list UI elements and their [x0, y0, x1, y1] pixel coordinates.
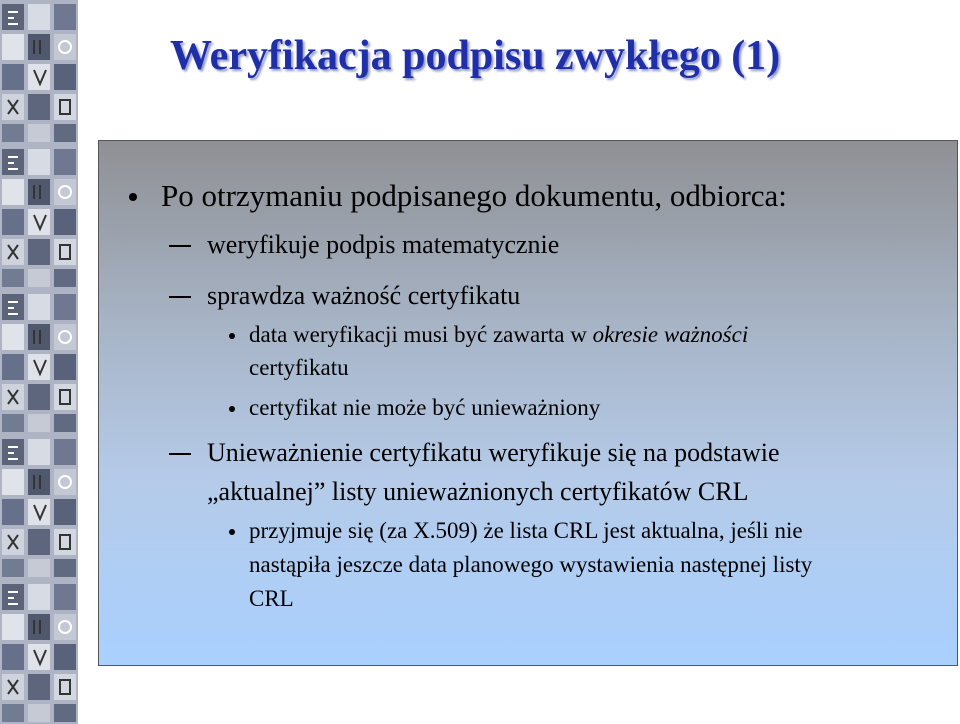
tile-pattern-icon — [0, 0, 78, 724]
content-box — [98, 140, 958, 666]
sub-bullet-verify-signature: weryfikuje podpis matematycznie — [207, 230, 560, 259]
validity-period-text: data weryfikacji musi być zawarta w — [249, 322, 593, 347]
bullet-dot-icon — [229, 333, 235, 339]
slide-title: Weryfikacja podpisu zwykłego (1) — [170, 33, 781, 79]
validity-period-continuation: certyfikatu — [249, 355, 349, 380]
validity-period-item — [249, 320, 748, 350]
bullet-main: Po otrzymaniu podpisanego dokumentu, odbiorca: — [161, 178, 787, 213]
bullet-dot-icon — [129, 193, 137, 201]
validity-period-emphasis: okresie ważności — [592, 322, 749, 347]
crl-current-line1: przyjmuje się (za X.509) że lista CRL jest aktualna, jeśli nie — [249, 518, 803, 543]
dash-icon — [169, 296, 191, 298]
bullet-dot-icon — [229, 529, 235, 535]
dash-icon — [169, 245, 191, 247]
crl-current-line3: CRL — [249, 586, 294, 611]
revocation-check-line1: Unieważnienie certyfikatu weryfikuje się na podstawie — [207, 438, 780, 467]
crl-current-line2: nastąpiła jeszcze data planowego wystawienia następnej listy — [249, 552, 813, 577]
revocation-check-line2: „aktualnej” listy unieważnionych certyfikatów CRL — [207, 477, 749, 506]
dash-icon — [169, 453, 191, 455]
decorative-side-strip — [0, 0, 78, 724]
not-revoked-item: certyfikat nie może być unieważniony — [249, 395, 601, 420]
sub-bullet-check-validity: sprawdza ważność certyfikatu — [207, 281, 521, 310]
bullet-dot-icon — [229, 406, 235, 412]
